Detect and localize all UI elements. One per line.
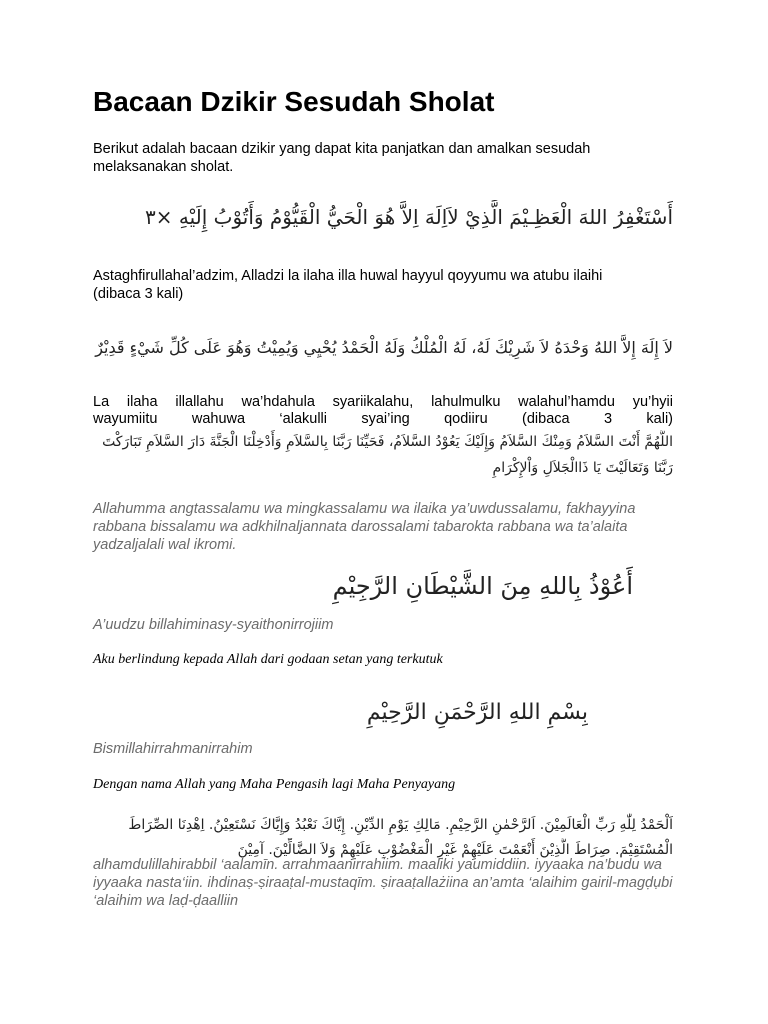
istighfar-latin: Astaghfirullahal’adzim, Alladzi la ilaha illa huwal hayyul qoyyumu wa atubu ilaihi	[93, 268, 603, 284]
basmalah-latin: Bismillahirrahmanirrahim	[93, 741, 253, 757]
taawudz-latin: A’uudzu billahiminasy-syaithonirrojiim	[93, 617, 334, 633]
tahlil-latin-line1: La ilaha illallahu wa’hdahula syariikalahu, lahulmulku walahul’hamdu yu’hyii	[93, 394, 673, 410]
basmalah-arabic: بِسْمِ اللهِ الرَّحْمَنِ الرَّحِيْمِ	[366, 700, 588, 725]
allahumma-arabic-line2: رَبَّنَا وَتَعَالَيْتَ يَا ذَاالْجَلاَلِ وَاْلإِكْرَامِ	[492, 460, 673, 476]
taawudz-arabic: أَعُوْذُ بِاللهِ مِنَ الشَّيْطَانِ الرَّجِيْمِ	[332, 572, 633, 600]
intro-paragraph: Berikut adalah bacaan dzikir yang dapat kita panjatkan dan amalkan sesudah melaksanakan sholat.	[93, 141, 591, 175]
taawudz-translation: Aku berlindung kepada Allah dari godaan setan yang terkutuk	[93, 652, 443, 667]
fatihah-arabic-line2: الْمُسْتَقِيْمَ. صِرَاطَ الَّذِيْنَ أَنْعَمْتَ عَلَيْهِمْ غَيْرِ الْمَغْضُوْبِ عَلَيْهِمْ وَلاَ الضَّالِّيْنَ. آمِيْنَ	[237, 842, 673, 858]
allahumma-latin: Allahumma angtassalamu wa mingkassalamu wa ilaika ya’uwdussalamu, fakhayyina rabbana bissalamu wa adkhilnaljannata darossalami tabarokta rabbana wa ta’alaita yadzaljalali wal ikromi.	[93, 501, 636, 553]
istighfar-latin-note: (dibaca 3 kali)	[93, 286, 184, 302]
page-title: Bacaan Dzikir Sesudah Sholat	[93, 86, 495, 117]
basmalah-translation: Dengan nama Allah yang Maha Pengasih lagi Maha Penyayang	[93, 777, 456, 792]
allahumma-arabic-line1: اللَّهُمَّ أَنْتَ السَّلاَمُ وَمِنْكَ السَّلاَمُ وَإِلَيْكَ يَعُوْدُ السَّلاَمُ، فَحَيِّنَا رَبَّنَا بِالسَّلاَمِ وَأَدْخِلْنَا الْجَنَّةَ دَارَ السَّلاَمِ تَبَارَكْتَ	[102, 434, 673, 450]
tahlil-arabic: لاَ إِلَهَ إِلاَّ اللهُ وَحْدَهُ لاَ شَرِيْكَ لَهُ، لَهُ الْمُلْكُ وَلَهُ الْحَمْدُ يُحْيِي وَيُمِيْتُ وَهُوَ عَلَى كُلِّ شَيْءٍ قَدِيْرٌ	[95, 338, 673, 357]
istighfar-arabic: أَسْتَغْفِرُ اللهَ الْعَظِـيْمَ الَّذِيْ لاَاِلَهَ اِلاَّ هُوَ الْحَيُّ الْقَيُّوْمُ وَأَتُوْبُ إِلَيْهِ ×٣	[144, 205, 673, 229]
fatihah-latin: alhamdulillahirabbil ‘aalamīn. arrahmaanirrahiim. maaliki yaumiddiin. iyyaaka na’budu wa iyyaaka nasta‘iin. ihdinaṣ-ṣiraaṭal-mustaqīm. ṣiraaṭallażiina an’amta ‘alaihim gairil-magḍụbi ‘alaihim wa laḍ-ḍaalliin	[93, 857, 673, 909]
tahlil-latin-line2: wayumiitu wahuwa ‘alakulli syai’ing qodiiru (dibaca 3 kali)	[93, 411, 673, 427]
fatihah-arabic-line1: اَلْحَمْدُ لِلّٰهِ رَبِّ الْعَالَمِيْنَ. اَلرَّحْمٰنِ الرَّحِيْمِ. مَالِكِ يَوْمِ الدِّيْنِ. إِيَّاكَ نَعْبُدُ وَإِيَّاكَ نَسْتَعِيْنُ. اِهْدِنَا الصِّرَاطَ	[128, 817, 673, 833]
